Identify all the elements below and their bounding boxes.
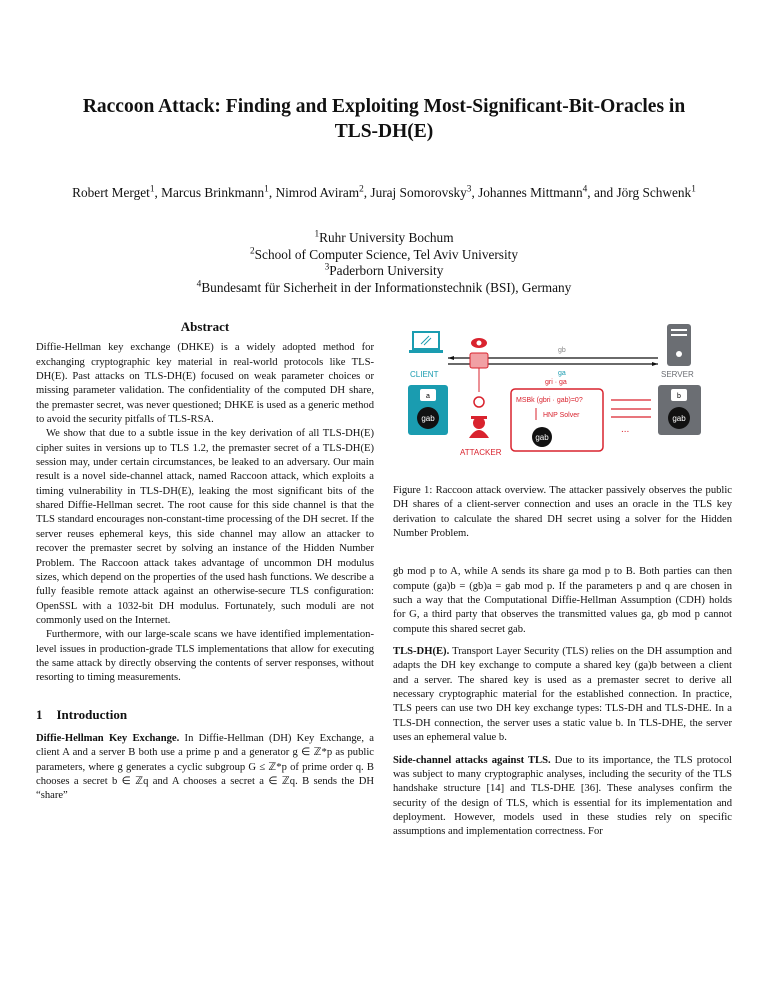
section-number: 1 — [36, 706, 43, 722]
server-icon — [667, 324, 691, 366]
body-paragraph — [393, 754, 732, 840]
left-column — [36, 320, 374, 804]
abstract-heading: Abstract — [180, 319, 230, 334]
affiliation-name: Bundesamt für Sicherheit in der Informationstechnik (BSI), Germany — [201, 279, 572, 295]
paragraph-text: Due to its importance, the TLS protocol was subject to many cryptographic analyses, including the security of the TLS handshake structure [14] and TLS-DHE [36]. These analyses confirm the security of the design of TLS, which is essential for its implementation and deployment. However, models used in these studies rely on specific assumptions and implementation correctness. For — [393, 754, 732, 838]
client-label: CLIENT — [410, 370, 439, 379]
paragraph-text: In Diffie-Hellman (DH) Key Exchange, a client A and a server B both use a prime p and a generator g ∈ ℤ*p as public parameters, where g generates a cyclic subgroup G ≤ ℤ*p of prime order q. B chooses a secret b ∈ ℤq and A chooses a secret a ∈ ℤq. B sends the DH “share” — [36, 732, 374, 802]
client-secret: a — [426, 393, 430, 400]
affiliation-name: Paderborn University — [329, 263, 444, 278]
author-affiliation-mark: 1 — [149, 184, 155, 195]
recovered-secret: gab — [535, 433, 549, 442]
affiliation-number: 1 — [314, 229, 320, 240]
paper-title: Raccoon Attack: Finding and Exploiting Most-Significant-Bit-Oracles in TLS-DH(E) — [82, 96, 686, 142]
affiliation-number: 4 — [196, 279, 202, 290]
author-affiliation-mark: 4 — [582, 184, 588, 195]
affiliation — [60, 263, 708, 280]
affiliation — [60, 247, 708, 264]
client-share-label: ga — [558, 370, 566, 377]
figure-raccoon-overview — [393, 320, 732, 470]
affiliation-name: School of Computer Science, Tel Aviv University — [254, 246, 519, 262]
author-list: Robert Merget$^1$, Marcus Brinkmann$^1$, Nimrod Aviram$^2$, Juraj Somorovsky$^3$, Johannes Mittmann$^4$, and Jörg Schwenk$^1$ — [72, 184, 696, 200]
affiliation — [60, 230, 708, 247]
eye-icon — [471, 338, 487, 348]
author-affiliation-mark: 1 — [264, 184, 269, 195]
author: Juraj Somorovsky — [370, 185, 467, 200]
attacker-label: ATTACKER — [460, 448, 502, 457]
client-shared-secret: gab — [421, 414, 435, 423]
paragraph-text: Transport Layer Security (TLS) relies on the DH assumption and adapts the DH key exchange to compute a shared key (ga)b between a client and a server. The shared key is used as a premaster secret to derive all necessary cryptographic material for the established connection. In practice, TLS peers can use two DH key exchange types: TLS-DH and TLS-DHE. In a TLS-DH connection, the server uses a static value b. In TLS-DHE, the server uses an ephemeral value b. — [393, 646, 732, 744]
figure-caption: Figure 1: Raccoon attack overview. The attacker passively observes the public DH shares of a client-server connection and uses an oracle in the TLS key derivation to calculate the shared DH secret using a solver for the Hidden Number Problem. — [393, 485, 732, 540]
server-share-label: gb — [558, 347, 566, 354]
body-paragraph: gb mod p to A, while A sends its share ga mod p to B. Both parties can then compute (ga)b = (gb)a = gab mod p. If the parameters p and q are chosen in such a way that the Computational Diffie-Hellman Assumption (CDH) holds for G, a third party that observes the transmitted values ga, gb mod p cannot compute this shared secret gab. — [393, 566, 732, 635]
author: Nimrod Aviram — [275, 185, 360, 200]
author: Jörg Schwenk — [616, 185, 692, 200]
section-heading — [36, 708, 374, 722]
author: Marcus Brinkmann — [161, 185, 265, 200]
injected-share-label: gri · ga — [545, 379, 567, 386]
affiliation — [60, 280, 708, 297]
stopwatch-icon — [474, 397, 484, 407]
affiliation-list — [60, 230, 708, 296]
abstract-paragraph: We show that due to a subtle issue in the key derivation of all TLS-DH(E) cipher suites in versions up to TLS 1.2, the premaster secret of a TLS-DH(E) session may, under certain circumstances, be leaked to an adversary. Our main result is a novel side-channel attack, named Raccoon attack, which exploits a timing vulnerability in TLS-DH(E), leaking the most significant bits of the shared Diffie-Hellman secret. The root cause for this side channel is that the TLS standard encourages non-constant-time processing of the DH secret. If the server reuses ephemeral keys, this side channel may allow an attacker to recover the premaster secret by solving an instance of the Hidden Number Problem. The Raccoon attack takes advantage of uncommon DH modulus sizes, which depend on the properties of the used hash functions. We describe a fully feasible remote attack against an otherwise-secure TLS configuration: OpenSSL with a 1032-bit DH modulus. Fortunately, such moduli are not commonly used on the Internet. — [36, 428, 374, 626]
server-secret: b — [677, 393, 681, 400]
interception-box — [470, 353, 488, 368]
attacker-icon — [469, 416, 489, 438]
intro-paragraph — [36, 732, 374, 804]
author-affiliation-mark: 3 — [466, 184, 472, 195]
laptop-icon — [409, 332, 443, 353]
affiliation-number: 2 — [249, 246, 255, 257]
paragraph-title: Diffie-Hellman Key Exchange. — [36, 732, 180, 744]
server-shared-secret: gab — [672, 414, 686, 423]
section-title: Introduction — [56, 706, 128, 722]
affiliation-number: 3 — [324, 262, 330, 273]
paragraph-title: TLS-DH(E). — [393, 646, 450, 658]
author-affiliation-mark: 1 — [691, 184, 696, 195]
oracle-label: MSBk (gbri · gab)=0? — [516, 397, 583, 404]
solver-label: HNP Solver — [543, 412, 580, 419]
author-affiliation-mark: 2 — [359, 184, 364, 195]
server-label: SERVER — [661, 370, 694, 379]
right-column — [393, 320, 732, 840]
author: Johannes Mittmann — [478, 185, 583, 200]
abstract-paragraph: Furthermore, with our large-scale scans we have identified implementation-level issues in production-grade TLS implementations that allow for executing the same attack by directly observing the contents of server responses, without resorting to timing measurements. — [36, 629, 374, 684]
abstract-paragraph: Diffie-Hellman key exchange (DHKE) is a widely adopted method for exchanging cryptographic key material in real-world protocols like TLS-DH(E). Past attacks on TLS-DH(E) focused on weak parameter choices or missing parameter validation. The confidentiality of the computed DH share, the premaster secret, was never questioned; DHKE is used as a generic method to avoid the security pitfalls of TLS-RSA. — [36, 342, 374, 426]
paragraph-title: Side-channel attacks against TLS. — [393, 754, 551, 766]
ellipsis: ... — [621, 424, 630, 435]
author: Robert Merget — [72, 185, 150, 200]
affiliation-name: Ruhr University Bochum — [319, 230, 454, 245]
body-paragraph — [393, 645, 732, 745]
